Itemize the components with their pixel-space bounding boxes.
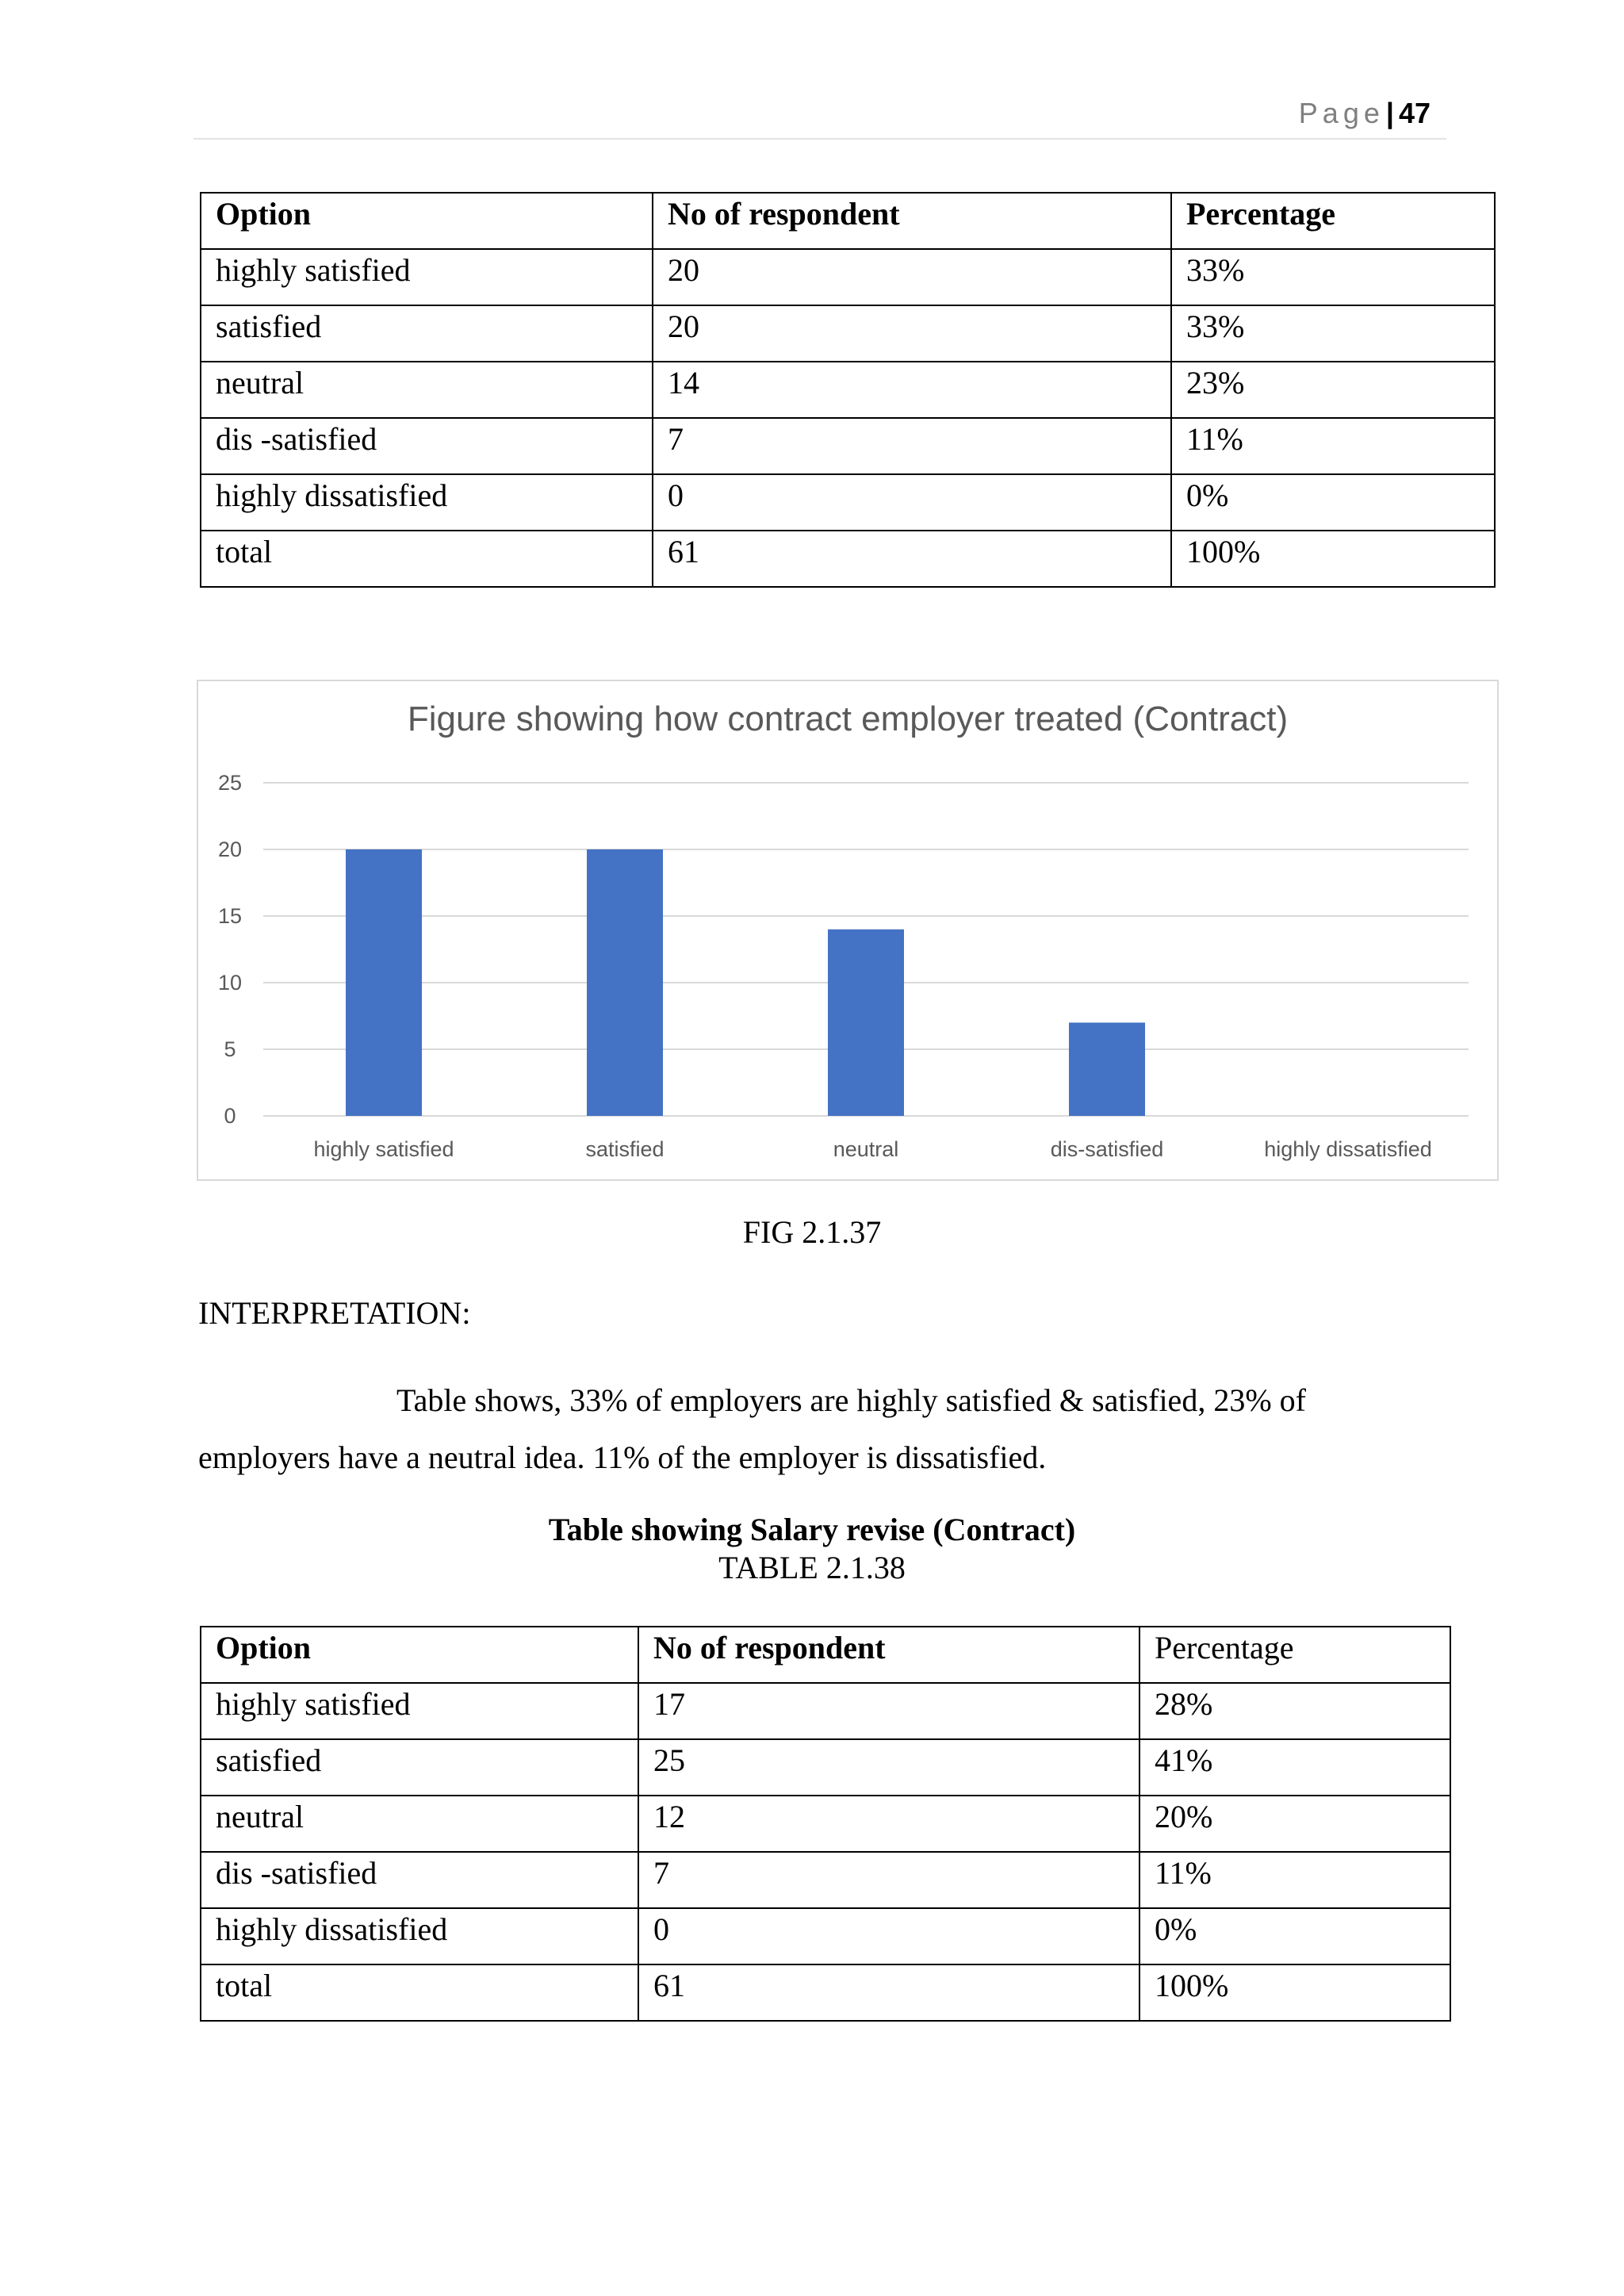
chart-title: Figure showing how contract employer treated (Contract)	[407, 700, 1289, 738]
cell-option: satisfied	[201, 1739, 638, 1796]
y-tick-label: 20	[217, 838, 243, 861]
table-contract-employer-treatment	[200, 192, 1496, 588]
cell-option: dis -satisfied	[201, 418, 653, 474]
cell-percentage: 28%	[1139, 1683, 1450, 1739]
cell-percentage: 23%	[1171, 362, 1495, 418]
table-row	[201, 362, 1495, 418]
cell-percentage: 20%	[1139, 1796, 1450, 1852]
table-number: TABLE 2.1.38	[718, 1550, 906, 1585]
cell-count: 20	[653, 249, 1171, 305]
cell-percentage: 41%	[1139, 1739, 1450, 1796]
x-axis-labels	[313, 1137, 1431, 1161]
page-number-value: 47	[1398, 97, 1431, 129]
header-respondents: No of respondent	[638, 1627, 1139, 1683]
cell-count: 0	[638, 1908, 1139, 1964]
cell-option: total	[201, 531, 653, 587]
page-header	[193, 97, 1446, 140]
interpretation-text: Table shows, 33% of employers are highly satisfied & satisfied, 23% of employers have a neutral idea. 11% of the employer is dissatisfied.	[198, 1382, 1306, 1475]
cell-percentage: 100%	[1139, 1964, 1450, 2021]
table-row	[201, 531, 1495, 587]
cell-percentage: 100%	[1171, 531, 1495, 587]
x-tick-label: dis-satisfied	[1050, 1137, 1164, 1161]
table-header-row	[201, 1627, 1450, 1683]
cell-percentage: 0%	[1171, 474, 1495, 531]
table-row	[201, 1739, 1450, 1796]
y-axis-ticks	[218, 771, 242, 1128]
table-row	[201, 249, 1495, 305]
table-row	[201, 1964, 1450, 2021]
y-tick-label: 15	[217, 904, 243, 928]
cell-count: 25	[638, 1739, 1139, 1796]
cell-option: highly dissatisfied	[201, 1908, 638, 1964]
cell-percentage: 0%	[1139, 1908, 1450, 1964]
bar	[828, 930, 904, 1116]
page-word: Page	[1298, 97, 1385, 129]
cell-option: highly dissatisfied	[201, 474, 653, 531]
header-option: Option	[201, 1627, 638, 1683]
header-percentage: Percentage	[1139, 1627, 1450, 1683]
cell-count: 17	[638, 1683, 1139, 1739]
bar-chart	[197, 680, 1499, 1181]
cell-percentage: 33%	[1171, 249, 1495, 305]
cell-count: 7	[638, 1852, 1139, 1908]
bar	[587, 849, 663, 1116]
cell-option: dis -satisfied	[201, 1852, 638, 1908]
y-tick-label: 25	[217, 771, 243, 795]
cell-count: 12	[638, 1796, 1139, 1852]
x-tick-label: satisfied	[585, 1137, 665, 1161]
table-header-row	[201, 193, 1495, 249]
header-option: Option	[201, 193, 653, 249]
cell-percentage: 11%	[1171, 418, 1495, 474]
table-row	[201, 1908, 1450, 1964]
cell-count: 20	[653, 305, 1171, 362]
table-row	[201, 305, 1495, 362]
table-row	[201, 1683, 1450, 1739]
cell-option: highly satisfied	[201, 249, 653, 305]
x-tick-label: highly dissatisfied	[1264, 1137, 1432, 1161]
cell-count: 14	[653, 362, 1171, 418]
table-row	[201, 1852, 1450, 1908]
cell-option: neutral	[201, 362, 653, 418]
table-row	[201, 418, 1495, 474]
cell-percentage: 11%	[1139, 1852, 1450, 1908]
chart-canvas	[198, 681, 1497, 1179]
bar	[1069, 1022, 1145, 1116]
table-row	[201, 1796, 1450, 1852]
page-separator: |	[1385, 97, 1394, 129]
header-percentage: Percentage	[1171, 193, 1495, 249]
page-number	[1299, 97, 1431, 130]
table-title: Table showing Salary revise (Contract)	[548, 1512, 1076, 1547]
cell-option: satisfied	[201, 305, 653, 362]
y-tick-label: 5	[224, 1037, 236, 1061]
cell-option: neutral	[201, 1796, 638, 1852]
cell-percentage: 33%	[1171, 305, 1495, 362]
x-tick-label: neutral	[833, 1137, 899, 1161]
y-tick-label: 0	[224, 1104, 236, 1128]
cell-count: 7	[653, 418, 1171, 474]
table-row	[201, 474, 1495, 531]
y-tick-label: 10	[217, 971, 243, 995]
cell-option: total	[201, 1964, 638, 2021]
interpretation-heading: INTERPRETATION:	[198, 1295, 471, 1331]
bar	[346, 849, 422, 1116]
cell-option: highly satisfied	[201, 1683, 638, 1739]
cell-count: 61	[653, 531, 1171, 587]
cell-count: 61	[638, 1964, 1139, 2021]
x-tick-label: highly satisfied	[313, 1137, 454, 1161]
header-respondents: No of respondent	[653, 193, 1171, 249]
figure-caption: FIG 2.1.37	[742, 1214, 882, 1250]
table-salary-revise	[200, 1626, 1451, 2022]
cell-count: 0	[653, 474, 1171, 531]
